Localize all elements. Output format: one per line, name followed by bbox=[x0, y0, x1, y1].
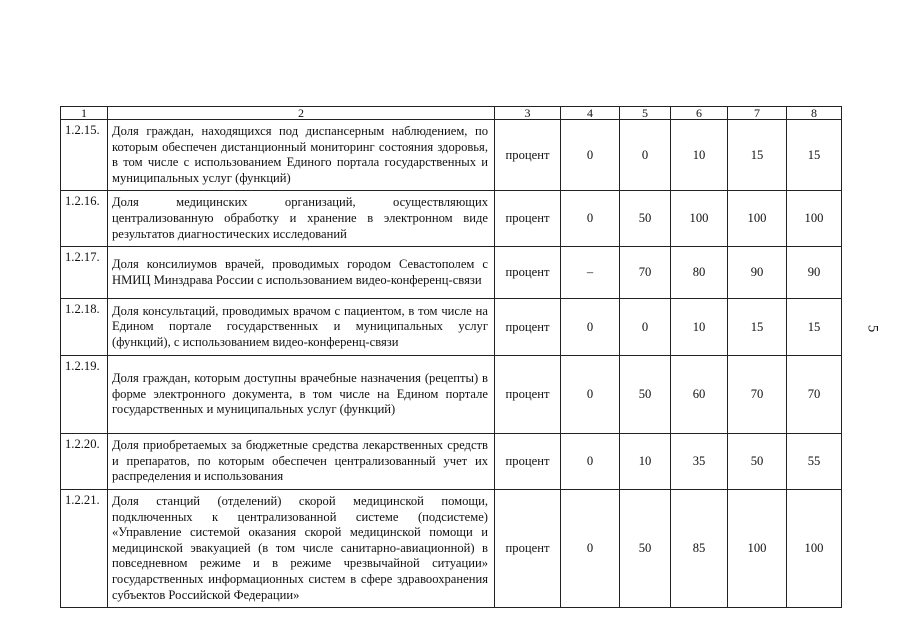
value-cell: 80 bbox=[671, 247, 728, 299]
value-cell: 15 bbox=[728, 120, 787, 191]
value-cell: 10 bbox=[620, 434, 671, 490]
value-cell: 100 bbox=[671, 191, 728, 247]
table-row bbox=[61, 120, 842, 191]
unit-cell: процент bbox=[495, 247, 561, 299]
value-cell: 100 bbox=[787, 489, 842, 607]
table-row bbox=[61, 434, 842, 490]
column-header: 3 bbox=[495, 107, 561, 120]
value-cell: 50 bbox=[620, 356, 671, 434]
value-cell: 0 bbox=[561, 489, 620, 607]
unit-cell: процент bbox=[495, 299, 561, 356]
unit-cell: процент bbox=[495, 191, 561, 247]
column-header: 7 bbox=[728, 107, 787, 120]
value-cell: 55 bbox=[787, 434, 842, 490]
row-number: 1.2.20. bbox=[61, 434, 108, 490]
row-description: Доля консультаций, проводимых врачом с пациентом, в том числе на Едином портале государственных и муниципальных услуг (функций), с использованием видео-конференц-связи bbox=[108, 299, 495, 356]
row-number: 1.2.18. bbox=[61, 299, 108, 356]
value-cell: 15 bbox=[787, 120, 842, 191]
value-cell: 15 bbox=[787, 299, 842, 356]
value-cell: 35 bbox=[671, 434, 728, 490]
value-cell: 70 bbox=[728, 356, 787, 434]
unit-cell: процент bbox=[495, 489, 561, 607]
table-row bbox=[61, 299, 842, 356]
header-row bbox=[61, 107, 842, 120]
row-number: 1.2.16. bbox=[61, 191, 108, 247]
value-cell: 0 bbox=[620, 299, 671, 356]
unit-cell: процент bbox=[495, 120, 561, 191]
value-cell: 90 bbox=[728, 247, 787, 299]
value-cell: 10 bbox=[671, 299, 728, 356]
row-description: Доля приобретаемых за бюджетные средства лекарственных средств и препаратов, по которым обеспечен централизованный учет их распределения и использования bbox=[108, 434, 495, 490]
row-description: Доля граждан, которым доступны врачебные назначения (рецепты) в форме электронного документа, в том числе на Едином портале государственных и муниципальных услуг (функций) bbox=[108, 356, 495, 434]
row-number: 1.2.19. bbox=[61, 356, 108, 434]
row-description: Доля медицинских организаций, осуществляющих централизованную обработку и хранение в электронном виде результатов диагностических исследований bbox=[108, 191, 495, 247]
value-cell: 50 bbox=[728, 434, 787, 490]
table-row bbox=[61, 247, 842, 299]
value-cell: – bbox=[561, 247, 620, 299]
value-cell: 85 bbox=[671, 489, 728, 607]
row-description: Доля станций (отделений) скорой медицинской помощи, подключенных к централизованной системе (подсистеме) «Управление системой оказания скорой медицинской помощи и медицинской эвакуацией (в том числе санитарно-авиационной) в повседневном режиме и в режиме чрезвычайной ситуации» государственных информационных систем в сфере здравоохранения субъектов Российской Федерации» bbox=[108, 489, 495, 607]
row-number: 1.2.21. bbox=[61, 489, 108, 607]
column-header: 5 bbox=[620, 107, 671, 120]
row-number: 1.2.15. bbox=[61, 120, 108, 191]
value-cell: 70 bbox=[787, 356, 842, 434]
row-description: Доля консилиумов врачей, проводимых городом Севастополем с НМИЦ Минздрава России с использованием видео-конференц-связи bbox=[108, 247, 495, 299]
value-cell: 50 bbox=[620, 191, 671, 247]
value-cell: 10 bbox=[671, 120, 728, 191]
page-number: 5 bbox=[864, 324, 881, 333]
column-header: 4 bbox=[561, 107, 620, 120]
value-cell: 100 bbox=[787, 191, 842, 247]
value-cell: 100 bbox=[728, 191, 787, 247]
value-cell: 0 bbox=[561, 191, 620, 247]
value-cell: 0 bbox=[561, 299, 620, 356]
value-cell: 90 bbox=[787, 247, 842, 299]
value-cell: 100 bbox=[728, 489, 787, 607]
column-header: 2 bbox=[108, 107, 495, 120]
value-cell: 60 bbox=[671, 356, 728, 434]
value-cell: 0 bbox=[561, 356, 620, 434]
unit-cell: процент bbox=[495, 434, 561, 490]
table-row bbox=[61, 489, 842, 607]
row-number: 1.2.17. bbox=[61, 247, 108, 299]
column-header: 8 bbox=[787, 107, 842, 120]
table-row bbox=[61, 356, 842, 434]
value-cell: 0 bbox=[561, 120, 620, 191]
column-header: 6 bbox=[671, 107, 728, 120]
value-cell: 0 bbox=[620, 120, 671, 191]
value-cell: 70 bbox=[620, 247, 671, 299]
indicators-table bbox=[60, 106, 842, 608]
unit-cell: процент bbox=[495, 356, 561, 434]
table-row bbox=[61, 191, 842, 247]
value-cell: 15 bbox=[728, 299, 787, 356]
column-header: 1 bbox=[61, 107, 108, 120]
value-cell: 0 bbox=[561, 434, 620, 490]
row-description: Доля граждан, находящихся под диспансерным наблюдением, по которым обеспечен дистанционный мониторинг состояния здоровья, в том числе с использованием Единого портала государственных и муниципальных услуг (функций) bbox=[108, 120, 495, 191]
value-cell: 50 bbox=[620, 489, 671, 607]
